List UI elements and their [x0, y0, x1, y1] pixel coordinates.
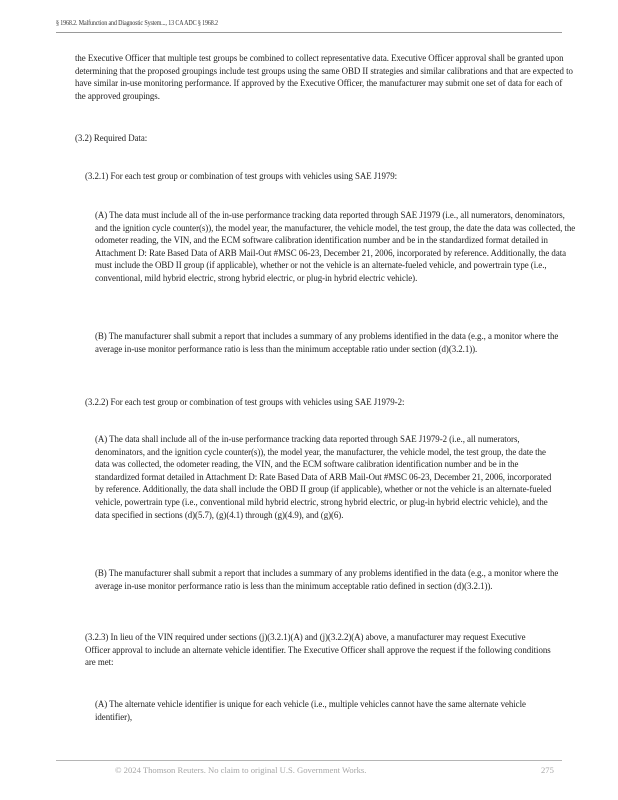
footer-rule [56, 760, 562, 761]
section-3-2-1-b: (B) The manufacturer shall submit a report that includes a summary of any problems identified in the data (e.g., a monitor where the average in-use monitor performance ratio is less than the minimum acceptable ratio under section (d)(3.2.1)). [95, 331, 559, 354]
page-number: 275 [541, 765, 554, 775]
section-3-2-2: (3.2.2) For each test group or combination of test groups with vehicles using SAE J1979-2: [85, 397, 405, 407]
paragraph-intro-continuation: the Executive Officer that multiple test groups be combined to collect representative data. Executive Officer approval shall be granted upon determining that the proposed groupings include test groups using the same OBD II strategies and similar calibrations and that are expected to have similar in-use monitoring performance. If approved by the Executive Officer, the manufacturer may submit one set of data for each of the approved groupings. [75, 53, 573, 101]
section-3-2-2-a: (A) The data shall include all of the in-use performance tracking data reported through SAE J1979-2 (i.e., all numerators, denominators, and the ignition cycle counter(s)), the model year, the manufacturer, the vehicle model, the test group, the date the data was collected, the odometer reading, the VIN, and the ECM software calibration identification number and be in the standardized format detailed in Attachment D: Rate Based Data of ARB Mail-Out #MSC 06-23, December 21, 2006, incorporated by reference. Additionally, the data shall include the OBD II group (if applicable), whether or not the vehicle is an alternate-fueled vehicle, powertrain type (i.e., conventional mild hybrid electric, strong hybrid electric, or plug-in hybrid electric vehicle), and the data specified in sections (d)(5.7), (g)(4.1) through (g)(4.9), and (g)(6). [95, 434, 552, 520]
section-3-2-2-b: (B) The manufacturer shall submit a report that includes a summary of any problems identified in the data (e.g., a monitor where the average in-use monitor performance ratio is less than the minimum acceptable ratio defined in section (d)(3.2.1)). [95, 568, 559, 591]
footer-copyright: © 2024 Thomson Reuters. No claim to original U.S. Government Works. [115, 765, 367, 775]
running-header: § 1968.2. Malfunction and Diagnostic System..., 13 CA ADC § 1968.2 [56, 19, 218, 27]
section-3-2-1-a: (A) The data must include all of the in-use performance tracking data reported through SAE J1979 (i.e., all numerators, denominators, and the ignition cycle counter(s)), the model year, the manufacturer, the vehicle model, the test group, the date the data was collected, the odometer reading, the VIN, and the ECM software calibration identification number and be in the standardized format detailed in Attachment D: Rate Based Data of ARB Mail-Out #MSC 06-23, December 21, 2006, incorporated by reference. Additionally, the data must include the OBD II group (if applicable), whether or not the vehicle is an alternate-fueled vehicle, and powertrain type (i.e., conventional, mild hybrid electric, strong hybrid electric, or plug-in hybrid electric vehicle). [95, 210, 576, 283]
section-3-2-3: (3.2.3) In lieu of the VIN required under sections (j)(3.2.1)(A) and (j)(3.2.2)(A) above, a manufacturer may request Executive Officer approval to include an alternate vehicle identifier. The Executive Officer shall approve the request if the following conditions are met: [85, 632, 551, 668]
header-rule [56, 32, 562, 33]
section-3-2-1: (3.2.1) For each test group or combination of test groups with vehicles using SAE J1979: [85, 171, 398, 181]
section-3-2-3-a: (A) The alternate vehicle identifier is unique for each vehicle (i.e., multiple vehicles cannot have the same alternate vehicle identifier), [95, 699, 526, 722]
section-3-2-heading: (3.2) Required Data: [75, 133, 148, 143]
